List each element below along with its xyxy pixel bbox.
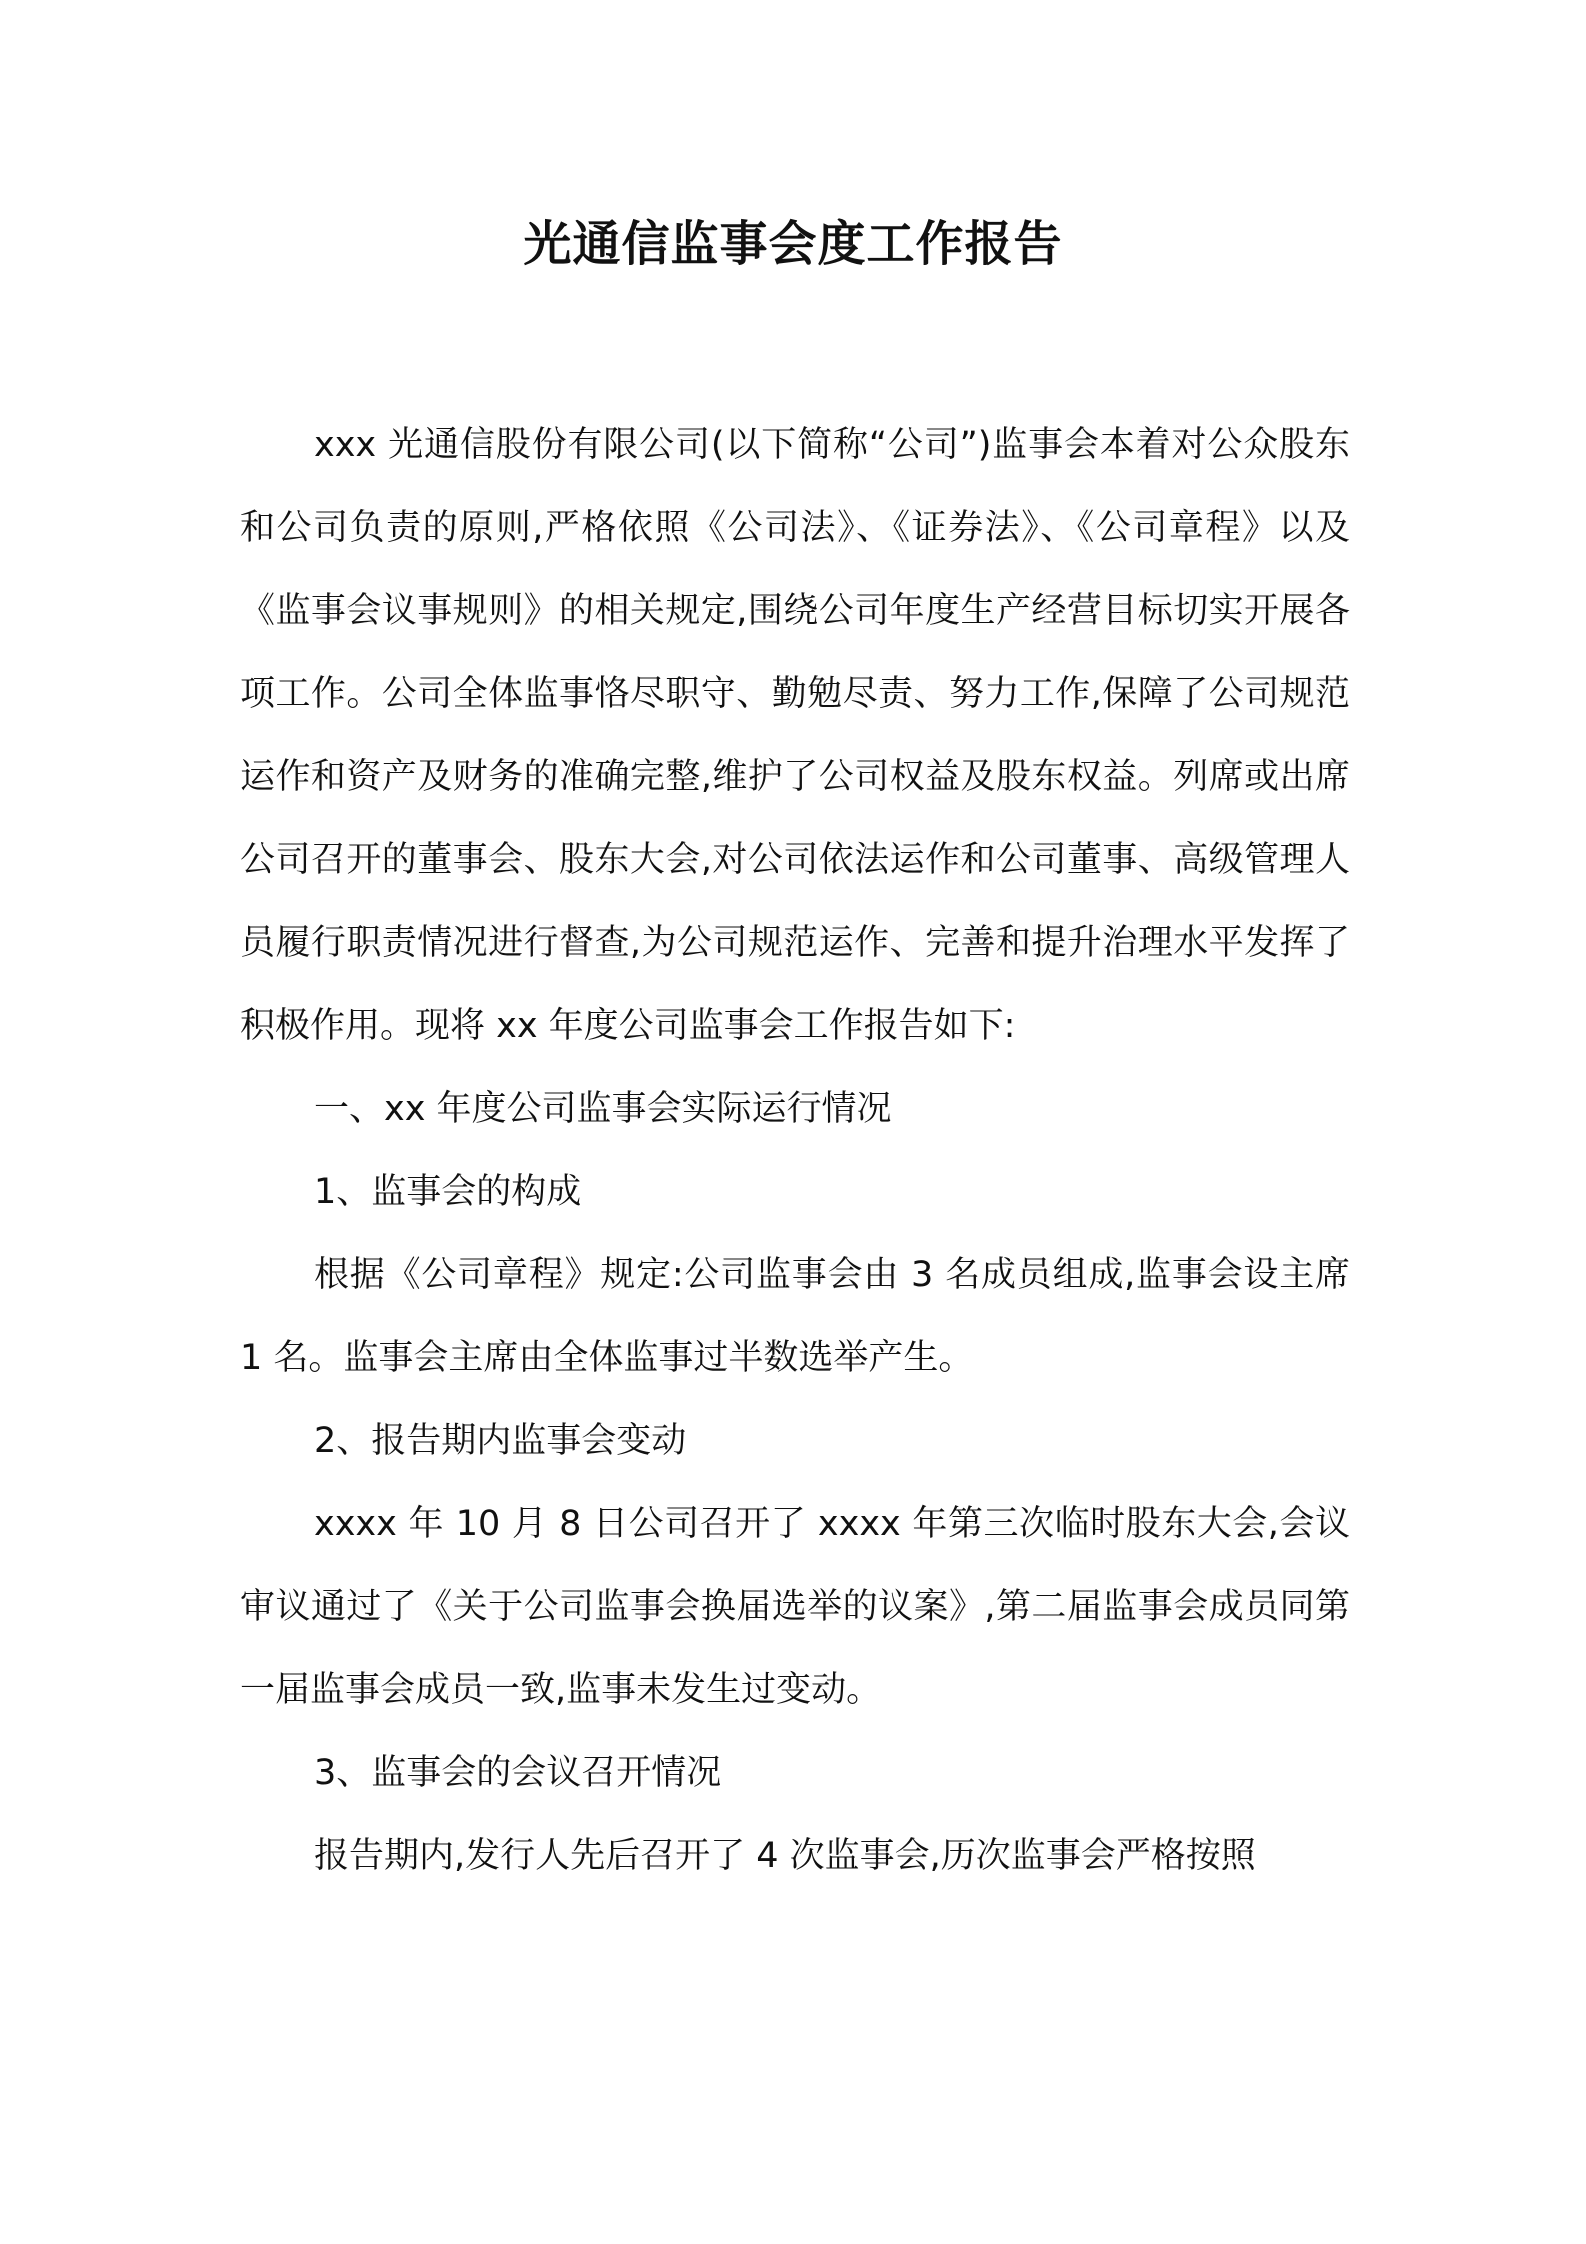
document-body [240,404,1350,1898]
subsection-heading-1: 1、监事会的构成 [314,1172,582,1212]
subsection-heading-2: 2、报告期内监事会变动 [314,1421,687,1461]
document-title: 光通信监事会度工作报告 [523,216,1063,272]
composition-paragraph: 根据《公司章程》规定:公司监事会由 3 名成员组成,监事会设主席 1 名。监事会主席由全体监事过半数选举产生。 [240,1255,1350,1378]
section-heading-1: 一、xx 年度公司监事会实际运行情况 [314,1089,892,1129]
subsection-heading-3: 3、监事会的会议召开情况 [314,1753,722,1793]
intro-paragraph: xxx 光通信股份有限公司(以下简称“公司”)监事会本着对公众股东和公司负责的原则,严格依照《公司法》、《证券法》、《公司章程》以及《监事会议事规则》的相关规定,围绕公司年度生产经营目标切实开展各项工作。公司全体监事恪尽职守、勤勉尽责、努力工作,保障了公司规范运作和资产及财务的准确完整,维护了公司权益及股东权益。列席或出席公司召开的董事会、股东大会,对公司依法运作和公司董事、高级管理人员履行职责情况进行督查,为公司规范运作、完善和提升治理水平发挥了积极作用。现将 xx 年度公司监事会工作报告如下: [240,425,1350,1046]
changes-paragraph: xxxx 年 10 月 8 日公司召开了 xxxx 年第三次临时股东大会,会议审议通过了《关于公司监事会换届选举的议案》,第二届监事会成员同第一届监事会成员一致,监事未发生过变动。 [240,1504,1350,1710]
meetings-paragraph: 报告期内,发行人先后召开了 4 次监事会,历次监事会严格按照 [314,1836,1256,1876]
